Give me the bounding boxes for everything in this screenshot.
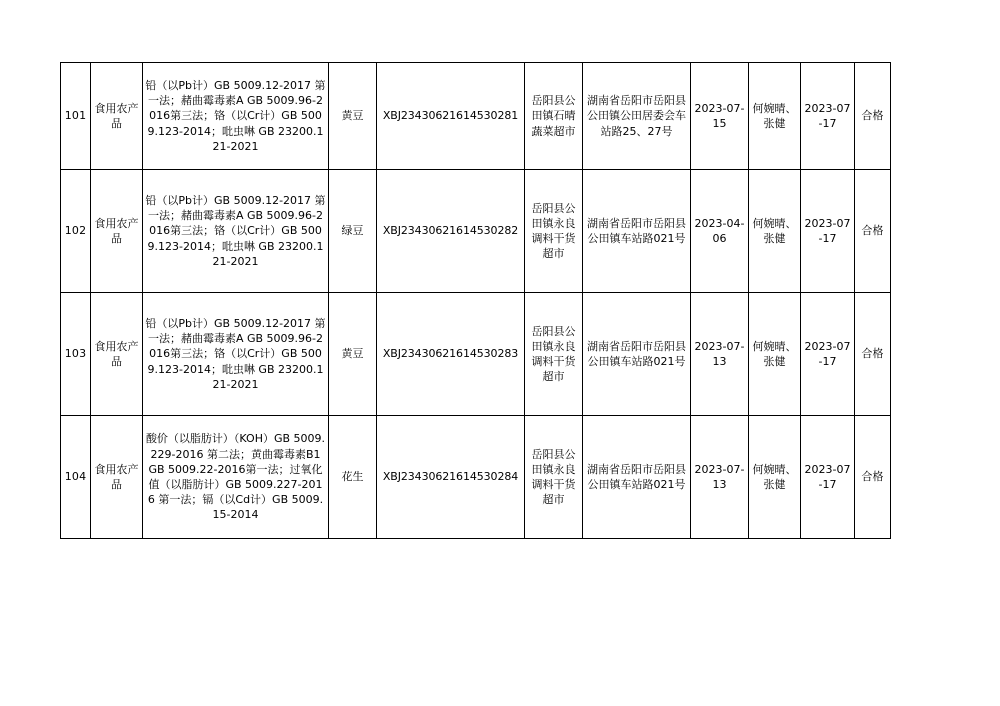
cell-sample-name: 花生: [329, 416, 377, 539]
cell-sample-code: XBJ23430621614530283: [377, 293, 525, 416]
cell-serial-number: 101: [61, 63, 91, 170]
cell-report-date: 2023-07-17: [801, 416, 855, 539]
cell-sample-code: XBJ23430621614530284: [377, 416, 525, 539]
cell-result: 合格: [855, 170, 891, 293]
cell-sampling-date: 2023-07-13: [691, 416, 749, 539]
cell-sampling-date: 2023-07-15: [691, 63, 749, 170]
cell-organization: 岳阳县公田镇永良调料干货超市: [525, 293, 583, 416]
cell-category: 食用农产品: [91, 416, 143, 539]
cell-inspection-items: 铅（以Pb计）GB 5009.12-2017 第一法；赭曲霉毒素A GB 5009.96-2016第三法；铬（以Cr计）GB 5009.123-2014；吡虫啉 GB 23200.121-2021: [143, 63, 329, 170]
cell-sample-code: XBJ23430621614530282: [377, 170, 525, 293]
cell-address: 湖南省岳阳市岳阳县公田镇公田居委会车站路25、27号: [583, 63, 691, 170]
cell-organization: 岳阳县公田镇石晴蔬菜超市: [525, 63, 583, 170]
inspection-table: [60, 62, 891, 539]
cell-serial-number: 103: [61, 293, 91, 416]
table-row: [61, 293, 891, 416]
cell-sample-name: 绿豆: [329, 170, 377, 293]
cell-organization: 岳阳县公田镇永良调料干货超市: [525, 416, 583, 539]
cell-result: 合格: [855, 63, 891, 170]
cell-category: 食用农产品: [91, 293, 143, 416]
cell-inspectors: 何婉晴、张健: [749, 170, 801, 293]
cell-inspection-items: 铅（以Pb计）GB 5009.12-2017 第一法；赭曲霉毒素A GB 5009.96-2016第三法；铬（以Cr计）GB 5009.123-2014；吡虫啉 GB 23200.121-2021: [143, 170, 329, 293]
cell-sampling-date: 2023-07-13: [691, 293, 749, 416]
cell-report-date: 2023-07-17: [801, 63, 855, 170]
cell-address: 湖南省岳阳市岳阳县公田镇车站路021号: [583, 170, 691, 293]
cell-serial-number: 102: [61, 170, 91, 293]
cell-result: 合格: [855, 293, 891, 416]
cell-report-date: 2023-07-17: [801, 170, 855, 293]
cell-sample-name: 黄豆: [329, 293, 377, 416]
cell-inspectors: 何婉晴、张健: [749, 63, 801, 170]
inspection-table-container: [60, 62, 890, 539]
cell-address: 湖南省岳阳市岳阳县公田镇车站路021号: [583, 293, 691, 416]
cell-serial-number: 104: [61, 416, 91, 539]
cell-address: 湖南省岳阳市岳阳县公田镇车站路021号: [583, 416, 691, 539]
cell-result: 合格: [855, 416, 891, 539]
cell-inspectors: 何婉晴、张健: [749, 416, 801, 539]
cell-sample-code: XBJ23430621614530281: [377, 63, 525, 170]
table-row: [61, 63, 891, 170]
table-row: [61, 170, 891, 293]
cell-sampling-date: 2023-04-06: [691, 170, 749, 293]
cell-report-date: 2023-07-17: [801, 293, 855, 416]
table-row: [61, 416, 891, 539]
cell-category: 食用农产品: [91, 63, 143, 170]
cell-sample-name: 黄豆: [329, 63, 377, 170]
cell-inspectors: 何婉晴、张健: [749, 293, 801, 416]
cell-category: 食用农产品: [91, 170, 143, 293]
cell-inspection-items: 铅（以Pb计）GB 5009.12-2017 第一法；赭曲霉毒素A GB 5009.96-2016第三法；铬（以Cr计）GB 5009.123-2014；吡虫啉 GB 23200.121-2021: [143, 293, 329, 416]
cell-inspection-items: 酸价（以脂肪计）（KOH）GB 5009.229-2016 第二法；黄曲霉毒素B1 GB 5009.22-2016第一法；过氧化值（以脂肪计）GB 5009.227-2016 第一法；镉（以Cd计）GB 5009.15-2014: [143, 416, 329, 539]
cell-organization: 岳阳县公田镇永良调料干货超市: [525, 170, 583, 293]
